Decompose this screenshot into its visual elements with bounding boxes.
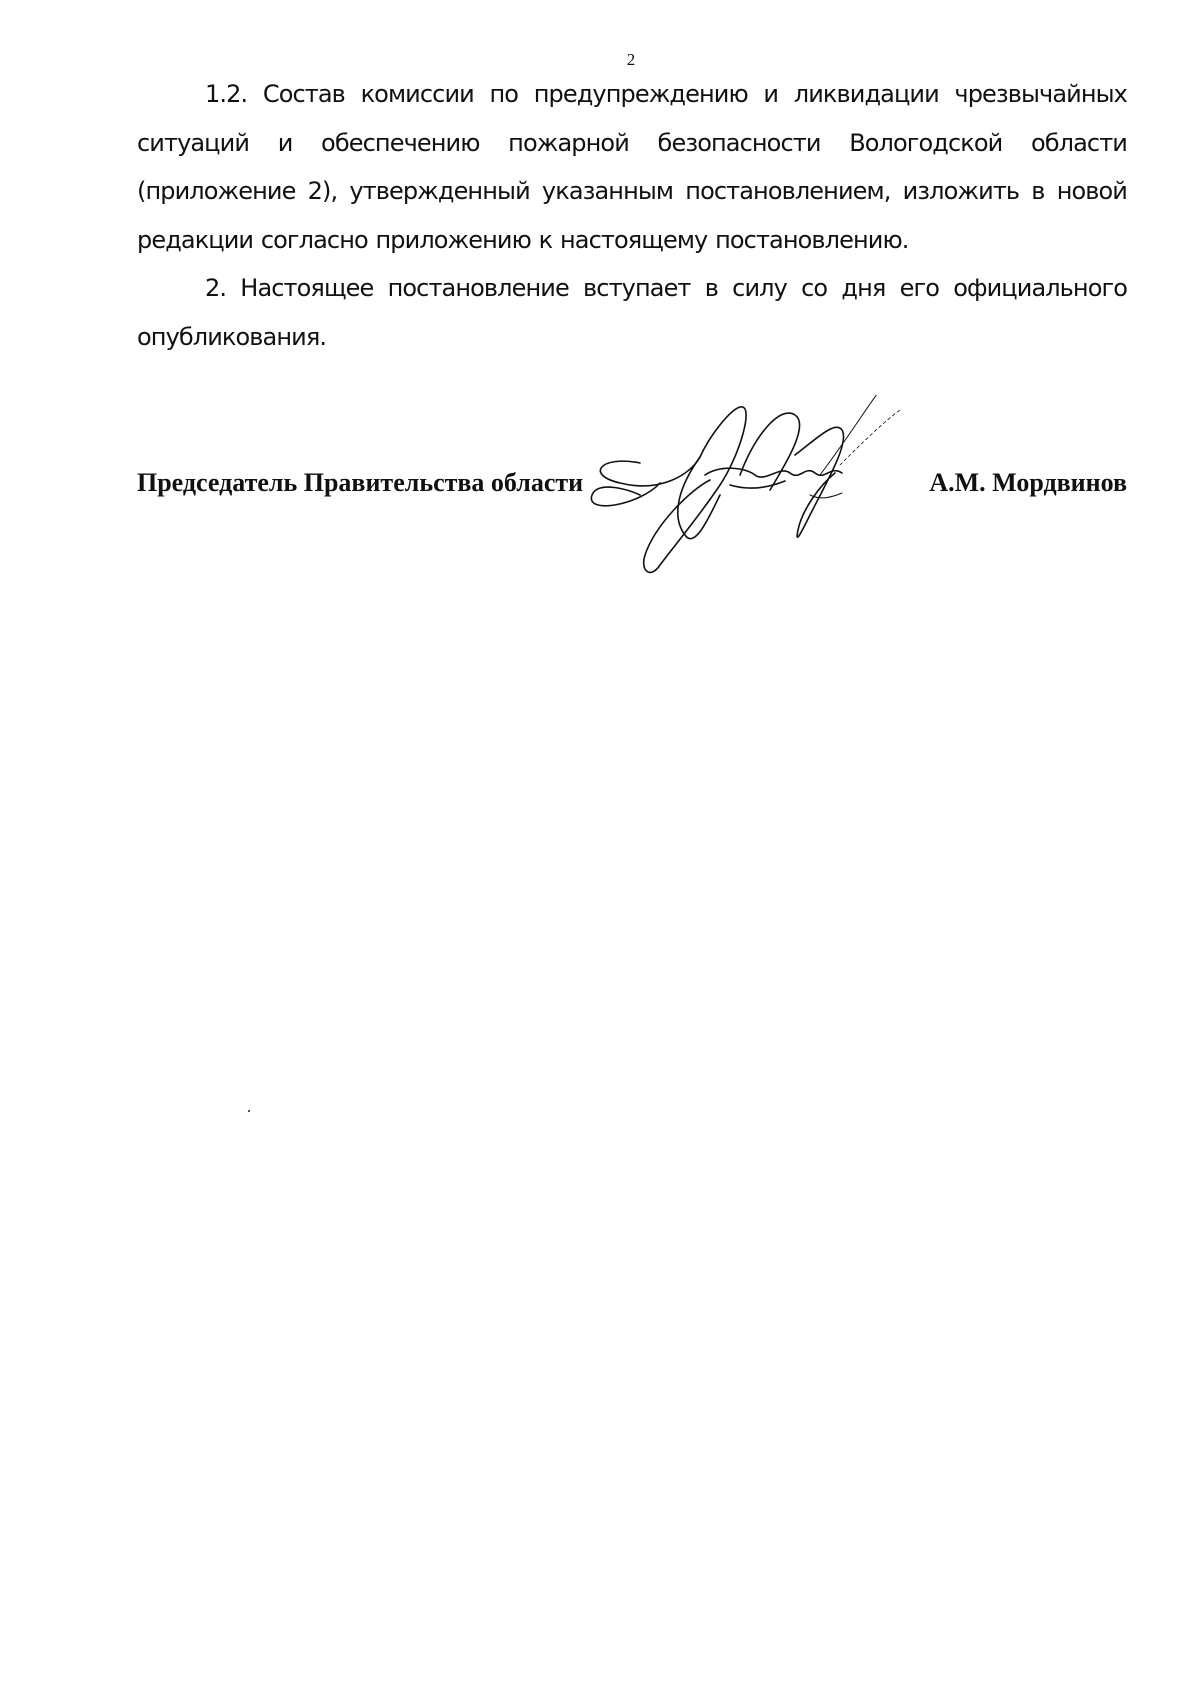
signature-block bbox=[137, 463, 1127, 503]
page-number: 2 bbox=[626, 50, 636, 69]
signer-name: А.М. Мордвинов bbox=[929, 468, 1127, 497]
signer-position: Председатель Правительства области bbox=[137, 468, 584, 497]
scan-speck bbox=[248, 1110, 250, 1112]
paragraph-2: 2. Настоящее постановление вступает в силу со дня его официального опубликования. bbox=[137, 274, 1127, 351]
document-body bbox=[137, 70, 1127, 361]
paragraph-1-2: 1.2. Состав комиссии по предупреждению и ликвидации чрезвычайных ситуаций и обеспечению пожарной безопасности Вологодской области (приложение 2), утвержденный указанным постановлением, изложить в новой редакции согласно приложению к настоящему постановлению. bbox=[137, 80, 1127, 254]
